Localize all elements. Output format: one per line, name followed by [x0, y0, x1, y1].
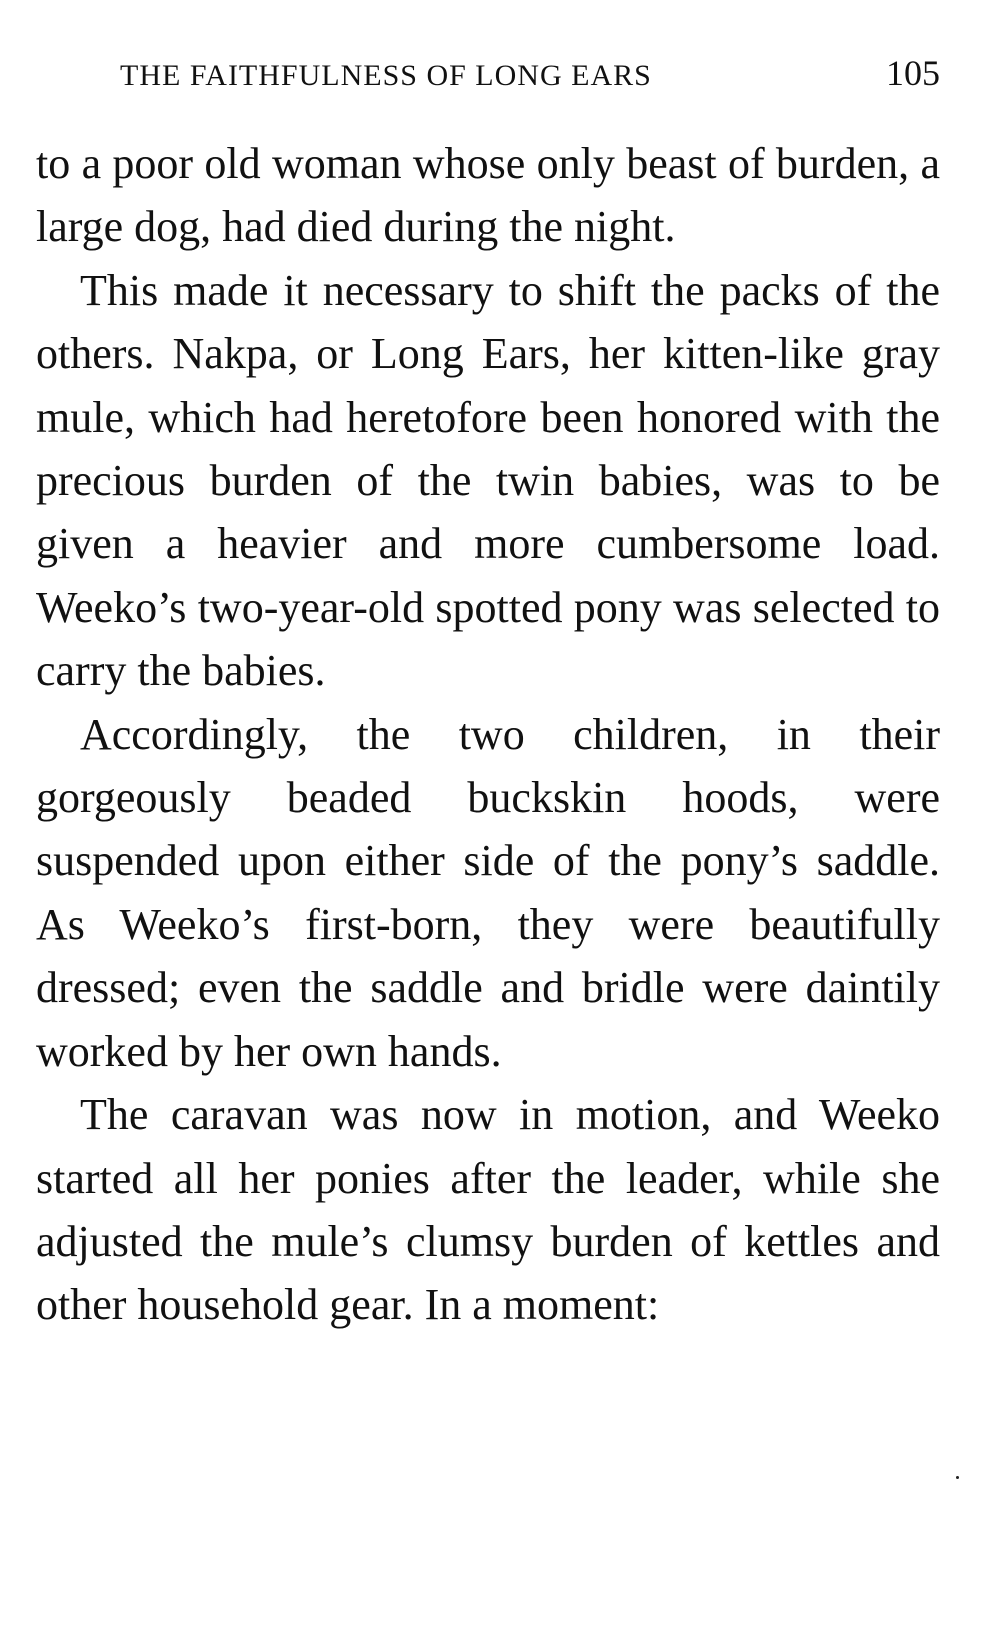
stray-ink-dot: [956, 1476, 959, 1479]
paragraph: The caravan was now in motion, and Weeko started all her ponies after the leader, while she adjusted the mule’s clumsy burden of kettles and other household gear. In a moment:: [36, 1090, 940, 1330]
running-header: [120, 52, 940, 102]
page-number: 105: [886, 53, 940, 93]
paragraph: This made it necessary to shift the packs of the others. Nakpa, or Long Ears, her kitten-like gray mule, which had heretofore been honored with the precious burden of the twin babies, was to be given a heavier and more cumbersome load. Weeko’s two-year-old spotted pony was selected to carry the babies.: [36, 265, 940, 696]
body-text: [36, 132, 940, 1337]
paragraph-continuation: to a poor old woman whose only beast of burden, a large dog, had died during the night.: [36, 139, 940, 252]
running-title: THE FAITHFULNESS OF LONG EARS: [120, 59, 652, 92]
paragraph: Accordingly, the two children, in their gorgeously beaded buckskin hoods, were suspended upon either side of the pony’s saddle. As Weeko’s first-born, they were beautifully dressed; even the saddle and bridle were daintily worked by her own hands.: [36, 709, 940, 1076]
